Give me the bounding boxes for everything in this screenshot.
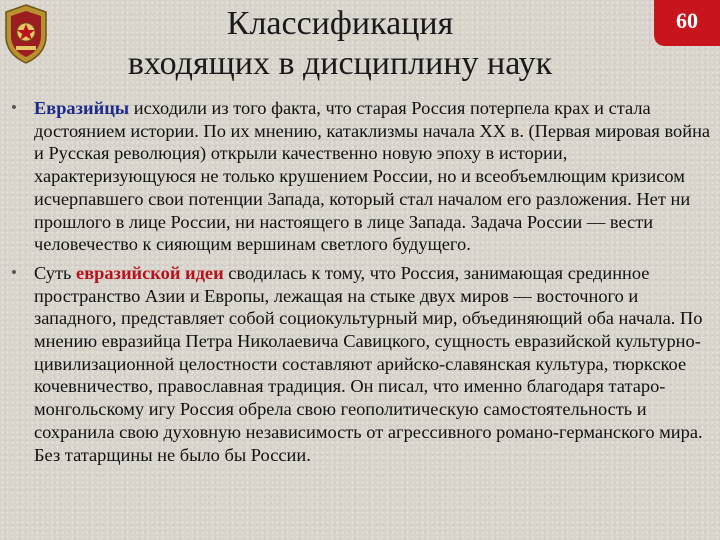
slide-title xyxy=(60,4,620,84)
shield-emblem-logo xyxy=(2,2,50,66)
bullet-marker: • xyxy=(11,99,17,116)
bullet-item-2 xyxy=(0,262,712,466)
page-number-badge xyxy=(654,0,720,50)
bullet-text: исходили из того факта, что старая Россия потерпела крах и стала достоянием истории. По их мнению, катаклизмы начала XX в. (Первая мировая война и Русская революция) открыли качественно новую эпоху в истории, характеризующуюся не только крушением России, но и всеобъемлющим кризисом исчерпавшего свои потенции Запада, который стал началом его разложения. Нет ни прошлого в лице России, ни настоящего в лице Запада. Задача России — вести человечество к сияющим вершинам светлого будущего. xyxy=(34,98,711,255)
slide-content xyxy=(0,97,712,466)
keyword-highlight: евразийской идеи xyxy=(76,262,224,283)
bullet-item-1 xyxy=(0,97,712,256)
slide-title-line-1: Классификация xyxy=(226,5,454,42)
bullet-prefix: Суть xyxy=(34,262,77,283)
keyword-highlight: Евразийцы xyxy=(34,98,130,118)
bullet-marker: • xyxy=(11,263,17,281)
slide-title-line-2: входящих в дисциплину наук xyxy=(127,45,553,82)
page-number: 60 xyxy=(676,8,698,33)
bullet-text: сводилась к тому, что Россия, занимающая срединное пространство Азии и Европы, лежащая на стыке двух миров — восточного и западного, представляет собой социокультурный мир, объединяющий оба начала. По мнению евразийца Петра Николаевича Савицкого, сущность евразийской культурно-цивилизационной целостности составляют арийско-славянская культура, тюркское кочевничество, православная традиция. Он писал, что именно благодаря татаро-монгольскому игу Россия обрела свою геополитическую самостоятельность и сохранила свою духовную независимость от агрессивного романо-германского мира. Без татарщины не было бы России. xyxy=(34,262,703,465)
